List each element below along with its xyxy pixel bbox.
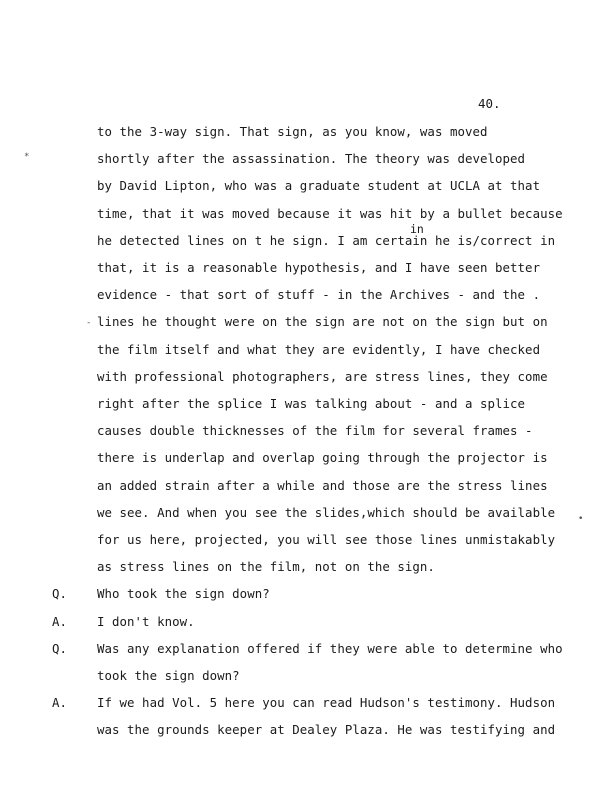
qa-text-line: took the sign down?: [97, 668, 240, 683]
margin-mark: •: [578, 514, 584, 524]
interlineation: in: [410, 222, 424, 236]
text-line: shortly after the assassination. The theory was developed: [97, 151, 526, 167]
text-line: to the 3-way sign. That sign, as you know, was moved: [97, 124, 488, 139]
text-line: the film itself and what they are evidently, I have checked: [97, 341, 541, 357]
text-line: time, that it was moved because it was hit by a bullet because: [97, 205, 563, 221]
qa-text-line: Who took the sign down?: [97, 586, 270, 602]
speaker-label: A.: [52, 695, 67, 711]
text-line: lines he thought were on the sign are not on the sign but on: [97, 314, 548, 330]
text-line: an added strain after a while and those are the stress lines: [97, 477, 548, 493]
speaker-label: A.: [52, 613, 67, 629]
qa-text-line: was the grounds keeper at Dealey Plaza. He was testifying and: [97, 722, 556, 738]
text-line: right after the splice I was talking about - and a splice: [97, 396, 526, 411]
text-line: that, it is a reasonable hypothesis, and I have seen better: [97, 260, 541, 275]
text-line: as stress lines on the film, not on the sign.: [97, 559, 435, 575]
text-line: with professional photographers, are stress lines, they come: [97, 368, 548, 384]
text-line: he detected lines on t he sign. I am certain he is/correct in: [97, 232, 556, 248]
qa-text-line: If we had Vol. 5 here you can read Hudson's testimony. Hudson: [97, 695, 556, 711]
speaker-label: Q.: [52, 640, 67, 656]
page-number: 40.: [478, 96, 501, 111]
qa-text-line: I don't know.: [97, 613, 195, 629]
text-line: for us here, projected, you will see those lines unmistakably: [97, 532, 556, 547]
margin-mark: -: [86, 318, 92, 328]
qa-text-line: Was any explanation offered if they were able to determine who: [97, 640, 563, 656]
text-line: there is underlap and overlap going through the projector is: [97, 450, 548, 466]
text-line: causes double thicknesses of the film for several frames -: [97, 423, 533, 439]
text-line: we see. And when you see the slides,which should be available: [97, 504, 556, 520]
text-line: by David Lipton, who was a graduate student at UCLA at that: [97, 178, 541, 194]
speaker-label: Q.: [52, 586, 67, 602]
text-line: evidence - that sort of stuff - in the Archives - and the .: [97, 287, 541, 303]
margin-mark: *: [24, 152, 30, 162]
